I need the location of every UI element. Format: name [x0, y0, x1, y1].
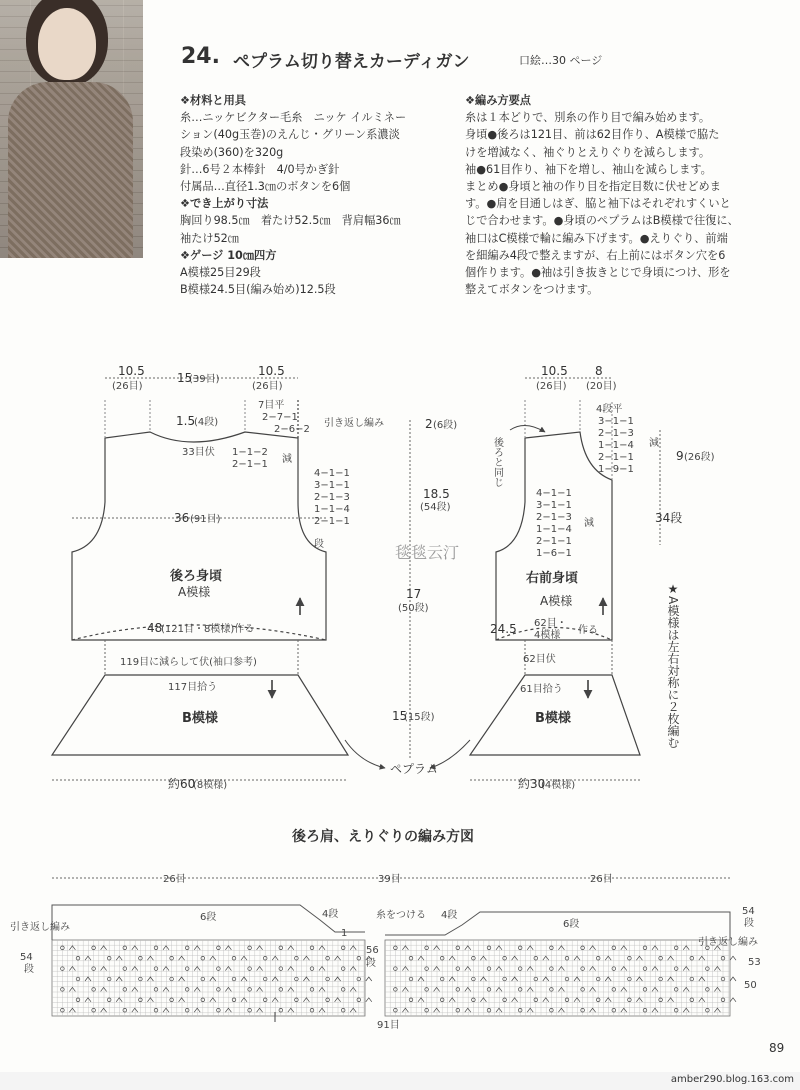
method-line: 整えてボタンをつけます。 — [465, 283, 599, 297]
front-bind-off: 62目伏 — [523, 654, 556, 665]
front-top-right-sub: (20目) — [586, 381, 617, 392]
reduce-note: 119目に減らして伏(袖口参考) — [120, 657, 257, 668]
same-as-back: 後ろと同じ — [491, 437, 503, 487]
front-arm-dec: 3−1−1 — [536, 500, 572, 511]
page-number: 89 — [769, 1041, 785, 1055]
back-top-left-sub: (26目) — [112, 381, 143, 392]
front-peplum-pattern: B模様 — [535, 711, 571, 726]
materials-heading: ❖材料と用具 — [180, 94, 246, 107]
front-top-left-width: 10.5 — [541, 364, 568, 378]
size-heading: ❖でき上がり寸法 — [180, 197, 269, 211]
chart-bottom: 91目 — [377, 1020, 400, 1031]
front-cast-on-c: 作る — [578, 625, 598, 636]
pattern-number: 24. — [181, 44, 220, 69]
arm-dec-row: 2−1−1 — [314, 516, 350, 527]
chart-title: 後ろ肩、えりぐりの編み方図 — [292, 829, 474, 845]
chart-top-mid: 39目 — [378, 874, 401, 885]
method-line: 糸は１本どりで、別糸の作り目で編み始めます。 — [465, 111, 711, 125]
materials-line: 段染め(360)を320g — [180, 145, 284, 159]
chart-top-left: 26目 — [163, 874, 186, 885]
chart-row-53: 53 — [748, 957, 761, 968]
front-arm-dec: 1−6−1 — [536, 548, 572, 559]
method-line: じで合わせます。●身頃のペプラムはB模様で往復に、 — [465, 214, 739, 228]
back-top-mid-width: 15 — [177, 371, 193, 385]
back-width-sub: (91目) — [190, 514, 221, 525]
materials-line: ション(40g玉巻)のえんじ・グリーン系濃淡 — [180, 128, 400, 142]
shoulder-drop: 2 — [425, 417, 433, 431]
back-top-right-width: 10.5 — [258, 364, 285, 378]
stitch-chart — [52, 878, 736, 1022]
front-neck-row: 1−1−4 — [598, 440, 634, 451]
chart-rows-4: 4段 — [322, 909, 339, 920]
peplum-height-sub: (15段) — [404, 712, 435, 723]
arm-dec-row: 1−1−4 — [314, 504, 350, 515]
neck-row: 7目平 — [258, 400, 285, 411]
front-neck-height-sub: (26段) — [684, 452, 715, 463]
neck-row: 2−6−2 — [274, 424, 310, 435]
front-rows-34: 34段 — [655, 511, 683, 525]
arm-dec-row: 4−1−1 — [314, 468, 350, 479]
chart-rows-6: 6段 — [200, 912, 217, 923]
method-line: を細編み4段で整えますが、右上前にはボタン穴を6 — [465, 248, 726, 262]
pattern-title: ペプラム切り替えカーディガン — [233, 52, 470, 72]
armhole-height-sub: (54段) — [420, 502, 451, 513]
shoulder-drop-sub: (6段) — [433, 420, 458, 431]
chart-yarn-attach: 糸をつける — [376, 910, 426, 921]
method-line: まとめ●身頃と袖の作り目を指定目数に伏せどめま — [465, 180, 721, 194]
back-cast-on-sub: (121目・8模様)作る — [161, 624, 255, 635]
front-cast-on-b: 4模様 — [534, 630, 561, 641]
front-neck-row: 3−1−1 — [598, 416, 634, 427]
front-cast-on: 24.5 — [490, 622, 517, 636]
back-bottom-sub: (8模様) — [193, 780, 228, 791]
front-neck-height: 9 — [676, 449, 684, 463]
body-height-sub: (50段) — [398, 603, 429, 614]
chart-top-right: 26目 — [590, 874, 613, 885]
method-line: 個作ります。●袖は引き抜きとじで身頃につけ、形を — [465, 266, 731, 280]
arm-dec-row: 2−1−3 — [314, 492, 350, 503]
armhole-height: 18.5 — [423, 487, 450, 501]
front-top-left-sub: (26目) — [536, 381, 567, 392]
chart-rows-4b: 4段 — [441, 910, 458, 921]
page-reference: 口絵…30 ページ — [519, 54, 603, 67]
chart-rows-54r-sub: 段 — [744, 918, 754, 929]
chart-short-rows-right: 引き返し編み — [698, 937, 758, 948]
back-bottom-width: 約60 — [168, 777, 196, 791]
method-line: す。●肩を目通しはぎ、脇と袖下はそれぞれすくいと — [465, 197, 731, 211]
gauge-line: A模様25目29段 — [180, 266, 261, 280]
front-arm-dec-label: 減 — [584, 518, 594, 529]
dec-label: 減 — [282, 454, 292, 465]
method-line: 袖口はC模様で輪に編み下げます。●えりぐり、前端 — [465, 231, 728, 245]
front-cast-on-a: 62目・ — [534, 618, 567, 629]
back-top-left-width: 10.5 — [118, 364, 145, 378]
chart-rows-56-sub: 段 — [366, 958, 376, 969]
peplum-height: 15 — [392, 709, 408, 723]
neck-row: 2−7−1 — [262, 412, 298, 423]
chart-rows-6b: 6段 — [563, 919, 580, 930]
chart-rows-1: 1 — [341, 928, 348, 939]
peplum-label: ペプラム — [390, 762, 438, 776]
front-neck-row: 2−1−1 — [598, 452, 634, 463]
chart-rows-54r: 54 — [742, 906, 755, 917]
method-line: 袖●61目作り、袖下を増し、袖山を減らします。 — [465, 162, 712, 176]
size-line: 袖たけ52㎝ — [180, 231, 239, 245]
gauge-line: B模様24.5目(編み始め)12.5段 — [180, 283, 336, 297]
front-arm-dec: 2−1−3 — [536, 512, 572, 523]
chart-short-rows-left: 引き返し編み — [10, 922, 70, 933]
back-body-name: 後ろ身頃 — [170, 569, 223, 584]
chart-rows-56: 56 — [366, 945, 379, 956]
back-cast-on: 48 — [147, 621, 163, 635]
gauge-heading: ❖ゲージ 10㎝四方 — [180, 248, 277, 262]
neck-depth-sub: (4段) — [194, 417, 219, 428]
front-bottom-sub: (4模様) — [541, 780, 576, 791]
front-bottom-width: 約30 — [518, 777, 546, 791]
arm-dec-row: 3−1−1 — [314, 480, 350, 491]
front-top-right-width: 8 — [595, 364, 603, 378]
chart-rows-54-sub: 段 — [24, 964, 34, 975]
neck-depth: 1.5 — [176, 414, 196, 428]
watermark: 毯毯云汀 — [395, 543, 460, 562]
front-arm-dec: 4−1−1 — [536, 488, 572, 499]
front-arm-dec: 1−1−4 — [536, 524, 572, 535]
arm-bind: 段 — [314, 539, 324, 550]
back-top-right-sub: (26目) — [252, 381, 283, 392]
front-pickup: 61目拾う — [520, 684, 563, 695]
back-width: 36 — [174, 511, 190, 525]
size-line: 胸回り98.5㎝ 着たけ52.5㎝ 背肩幅36㎝ — [180, 214, 401, 228]
front-neck-row: 2−1−3 — [598, 428, 634, 439]
materials-line: 針…6号２本棒針 4/0号かぎ針 — [180, 162, 340, 176]
front-neck-row: 1−9−1 — [598, 464, 634, 475]
body-height: 17 — [406, 587, 422, 601]
short-rows-label: 引き返し編み — [324, 418, 384, 429]
chart-row-50: 50 — [744, 980, 757, 991]
neck-dec-row: 1−1−2 — [232, 447, 268, 458]
front-body-pattern: A模様 — [540, 594, 573, 608]
symmetry-note: ★A模様は左右対称に２枚編む — [666, 582, 680, 749]
back-body-pattern: A模様 — [178, 585, 211, 599]
materials-line: 糸…ニッケビクター毛糸 ニッケ イルミネー — [180, 111, 407, 125]
method-line: 身頃●後ろは121目、前は62目作り、A模様で脇た — [465, 128, 720, 142]
back-pickup: 117目拾う — [168, 682, 218, 693]
neck-dec-row: 2−1−1 — [232, 459, 268, 470]
front-neck-row: 4段平 — [596, 404, 623, 415]
method-line: けを増減なく、袖ぐりとえりぐりを減らします。 — [465, 145, 711, 159]
back-top-mid-sub: (39目) — [189, 374, 220, 385]
neck-bind-off: 33目伏 — [182, 447, 215, 458]
footer-url: amber290.blog.163.com — [670, 1074, 794, 1085]
chart-rows-54: 54 — [20, 952, 33, 963]
front-dec-label: 減 — [649, 438, 659, 449]
materials-line: 付属品…直径1.3㎝のボタンを6個 — [180, 180, 351, 194]
back-peplum-pattern: B模様 — [182, 711, 218, 726]
method-heading: ❖編み方要点 — [465, 94, 531, 107]
front-arm-dec: 2−1−1 — [536, 536, 572, 547]
front-body-name: 右前身頃 — [526, 571, 579, 586]
